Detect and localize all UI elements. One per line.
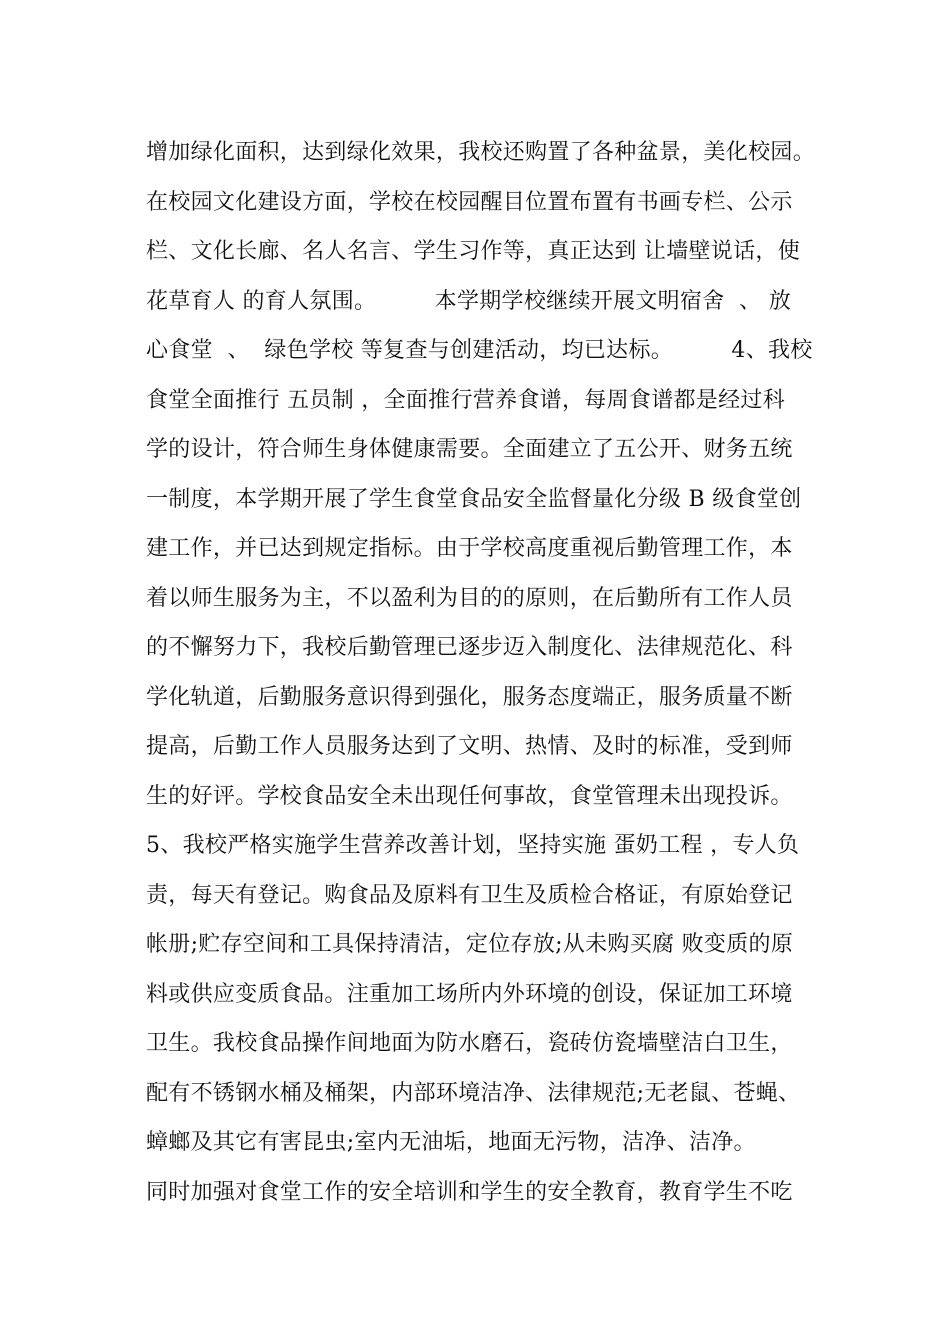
text-line: 料或供应变质食品。注重加工场所内外环境的创设，保证加工环境 (146, 981, 793, 1007)
text-line: 建工作，并已达到规定指标。由于学校高度重视后勤管理工作，本 (146, 536, 793, 561)
text-line: 蟑螂及其它有害昆虫;室内无油垢，地面无污物，洁净、洁净。 (146, 1130, 756, 1155)
text-line: 提高，后勤工作人员服务达到了文明、热情、及时的标准，受到师 (146, 734, 793, 759)
text-line: 生的好评。学校食品安全未出现任何事故，食堂管理未出现投诉。 (146, 783, 793, 809)
text-line: 花草育人 的育人氛围。 本学期学校继续开展文明宿舍 、 放 (146, 288, 792, 314)
text-line: 心食堂 、 绿色学校 等复查与创建活动，均已达标。 4、我校 (146, 338, 813, 363)
text-line: 同时加强对食堂工作的安全培训和学生的安全教育，教育学生不吃 (146, 1179, 793, 1205)
text-line: 着以师生服务为主，不以盈利为目的的原则，在后勤所有工作人员 (146, 585, 793, 611)
text-line: 责，每天有登记。购食品及原料有卫生及质检合格证，有原始登记 (146, 882, 793, 908)
text-line: 学的设计，符合师生身体健康需要。全面建立了五公开、财务五统 (146, 437, 793, 462)
text-line: 学化轨道，后勤服务意识得到强化，服务态度端正，服务质量不断 (146, 684, 793, 710)
body-text (146, 128, 826, 1217)
text-line: 的不懈努力下，我校后勤管理已逐步迈入制度化、法律规范化、科 (146, 635, 793, 660)
text-line: 卫生。我校食品操作间地面为防水磨石，瓷砖仿瓷墙壁洁白卫生， (146, 1031, 793, 1056)
text-line: 增加绿化面积，达到绿化效果，我校还购置了各种盆景，美化校园。 (146, 140, 816, 165)
text-line: 配有不锈钢水桶及桶架，内部环境洁净、法律规范;无老鼠、苍蝇、 (146, 1080, 801, 1106)
text-line: 食堂全面推行 五员制 ，全面推行营养食谱，每周食谱都是经过科 (146, 387, 785, 413)
text-line: 在校园文化建设方面，学校在校园醒目位置布置有书画专栏、公示 (146, 189, 793, 215)
text-line: 一制度，本学期开展了学生食堂食品安全监督量化分级 B 级食堂创 (146, 486, 802, 512)
text-line: 帐册;贮存空间和工具保持清洁，定位存放;从未购买腐 败变质的原 (146, 932, 794, 957)
text-line: 栏、文化长廊、名人名言、学生习作等，真正达到 让墙壁说话，使 (146, 239, 800, 264)
text-line: 5、我校严格实施学生营养改善计划，坚持实施 蛋奶工程 ，专人负 (146, 833, 800, 858)
